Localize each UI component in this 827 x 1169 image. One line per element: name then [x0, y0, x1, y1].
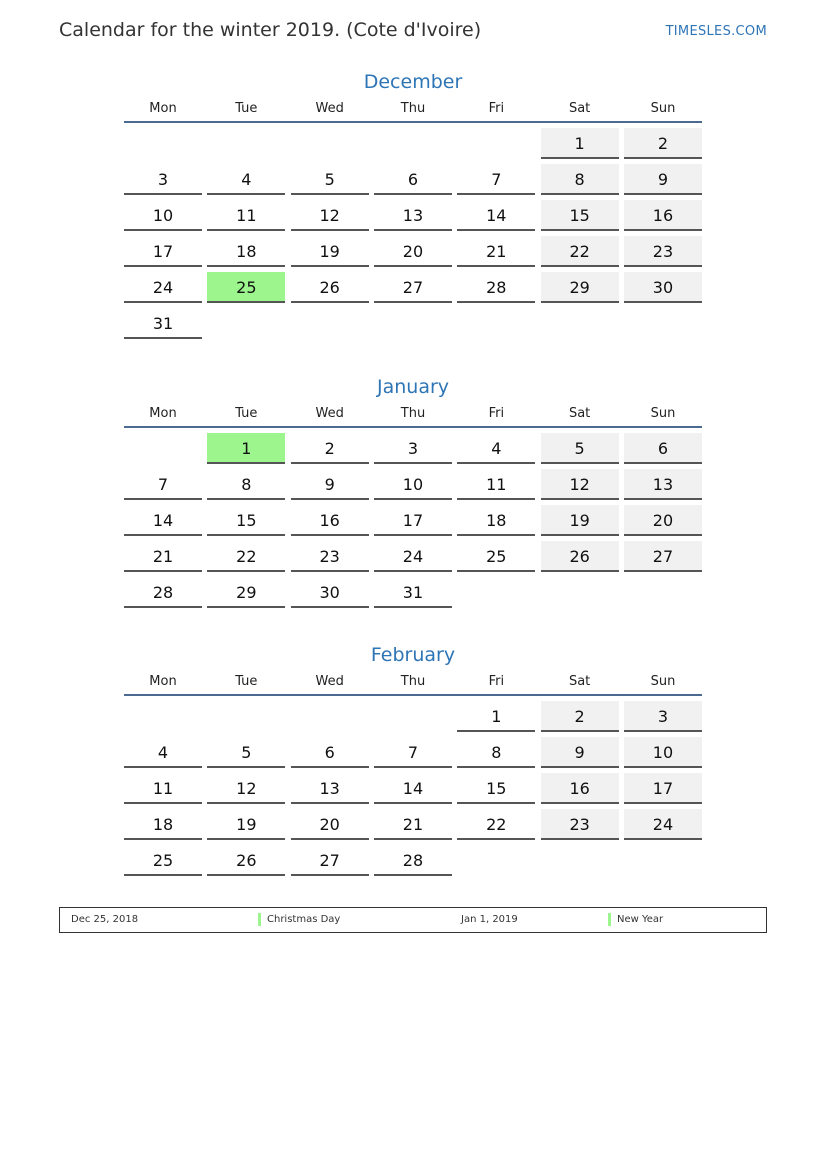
- day-cell: 22: [207, 541, 285, 572]
- day-cell: 31: [374, 577, 452, 608]
- day-cell: 3: [624, 701, 702, 732]
- legend-date: Dec 25, 2018: [71, 914, 139, 925]
- day-cell: 2: [624, 128, 702, 159]
- day-cell: 2: [541, 701, 619, 732]
- day-cell: 29: [207, 577, 285, 608]
- day-cell: 3: [124, 164, 202, 195]
- day-cell: 30: [624, 272, 702, 303]
- weekday-label: Sun: [650, 101, 676, 116]
- day-cell: 31: [124, 308, 202, 339]
- day-cell: 5: [291, 164, 369, 195]
- day-grid: [124, 701, 702, 881]
- day-cell: 4: [207, 164, 285, 195]
- weekday-header: [124, 99, 702, 123]
- day-cell: 20: [291, 809, 369, 840]
- day-cell: 27: [374, 272, 452, 303]
- day-cell: 24: [374, 541, 452, 572]
- day-cell: 29: [541, 272, 619, 303]
- day-cell: 7: [124, 469, 202, 500]
- day-cell: 14: [457, 200, 535, 231]
- day-cell: 16: [541, 773, 619, 804]
- day-cell: 24: [624, 809, 702, 840]
- month-block: [124, 69, 702, 344]
- brand-link[interactable]: TIMESLES.COM: [665, 24, 767, 39]
- weekday-label: Fri: [488, 674, 505, 689]
- day-cell: 18: [457, 505, 535, 536]
- legend-color-swatch: [258, 913, 261, 926]
- day-cell: 28: [374, 845, 452, 876]
- day-cell: 14: [374, 773, 452, 804]
- weekday-label: Tue: [235, 406, 258, 421]
- weekday-label: Thu: [400, 406, 426, 421]
- day-cell: 21: [457, 236, 535, 267]
- day-cell: 26: [291, 272, 369, 303]
- day-cell: 17: [374, 505, 452, 536]
- day-cell: 20: [624, 505, 702, 536]
- weekday-label: Mon: [149, 406, 177, 421]
- day-cell: 30: [291, 577, 369, 608]
- day-cell: 17: [124, 236, 202, 267]
- day-cell: 24: [124, 272, 202, 303]
- day-cell: 12: [291, 200, 369, 231]
- day-cell: 16: [624, 200, 702, 231]
- weekday-header: [124, 672, 702, 696]
- month-block: [124, 642, 702, 881]
- day-cell: 12: [207, 773, 285, 804]
- day-cell: 10: [374, 469, 452, 500]
- day-cell: 17: [624, 773, 702, 804]
- day-cell: 7: [374, 737, 452, 768]
- day-cell: 28: [457, 272, 535, 303]
- page-title: Calendar for the winter 2019. (Cote d'Ivoire): [59, 19, 482, 41]
- weekday-label: Mon: [149, 674, 177, 689]
- day-cell: 22: [457, 809, 535, 840]
- day-cell: 9: [541, 737, 619, 768]
- weekday-label: Tue: [235, 674, 258, 689]
- day-cell: 18: [124, 809, 202, 840]
- day-cell: 19: [207, 809, 285, 840]
- weekday-label: Thu: [400, 101, 426, 116]
- weekday-label: Mon: [149, 101, 177, 116]
- weekday-label: Fri: [488, 406, 505, 421]
- holiday-legend: [59, 907, 767, 933]
- day-cell: 15: [457, 773, 535, 804]
- weekday-label: Wed: [315, 101, 344, 116]
- day-cell: 23: [291, 541, 369, 572]
- day-cell: 27: [624, 541, 702, 572]
- day-cell: 11: [207, 200, 285, 231]
- day-cell: 18: [207, 236, 285, 267]
- day-cell: 22: [541, 236, 619, 267]
- day-cell: 20: [374, 236, 452, 267]
- day-cell: 8: [207, 469, 285, 500]
- day-cell: 12: [541, 469, 619, 500]
- day-cell: 11: [457, 469, 535, 500]
- day-cell: 21: [124, 541, 202, 572]
- day-cell: 15: [541, 200, 619, 231]
- day-cell: 21: [374, 809, 452, 840]
- weekday-label: Sat: [568, 674, 591, 689]
- day-cell: 10: [124, 200, 202, 231]
- day-cell: 4: [124, 737, 202, 768]
- day-cell: 15: [207, 505, 285, 536]
- legend-color-swatch: [608, 913, 611, 926]
- day-cell: 10: [624, 737, 702, 768]
- day-cell: 25: [457, 541, 535, 572]
- day-cell: 25: [124, 845, 202, 876]
- day-cell: 16: [291, 505, 369, 536]
- day-cell: 9: [291, 469, 369, 500]
- day-cell: 19: [541, 505, 619, 536]
- day-cell: 1: [541, 128, 619, 159]
- day-cell: 26: [541, 541, 619, 572]
- weekday-label: Sun: [650, 674, 676, 689]
- weekday-label: Fri: [488, 101, 505, 116]
- day-cell: 9: [624, 164, 702, 195]
- day-cell: 8: [457, 737, 535, 768]
- day-cell: 26: [207, 845, 285, 876]
- weekday-label: Wed: [315, 406, 344, 421]
- day-cell: 3: [374, 433, 452, 464]
- weekday-label: Thu: [400, 674, 426, 689]
- legend-holiday-name: Christmas Day: [267, 914, 341, 925]
- day-cell: 7: [457, 164, 535, 195]
- day-cell: 14: [124, 505, 202, 536]
- day-grid: [124, 128, 702, 344]
- day-cell: 23: [624, 236, 702, 267]
- day-cell: 5: [541, 433, 619, 464]
- day-cell: 5: [207, 737, 285, 768]
- day-cell: 13: [374, 200, 452, 231]
- weekday-label: Sat: [568, 406, 591, 421]
- weekday-label: Tue: [235, 101, 258, 116]
- day-cell: 23: [541, 809, 619, 840]
- day-cell: 25: [207, 272, 285, 303]
- month-name: February: [370, 644, 456, 666]
- day-cell: 27: [291, 845, 369, 876]
- month-name: December: [363, 71, 463, 93]
- weekday-label: Sat: [568, 101, 591, 116]
- weekday-header: [124, 404, 702, 428]
- day-cell: 13: [624, 469, 702, 500]
- day-cell: 6: [624, 433, 702, 464]
- month-block: [124, 374, 702, 613]
- day-cell: 19: [291, 236, 369, 267]
- day-cell: 13: [291, 773, 369, 804]
- day-cell: 6: [291, 737, 369, 768]
- legend-holiday-name: New Year: [617, 914, 664, 925]
- day-cell: 2: [291, 433, 369, 464]
- weekday-label: Sun: [650, 406, 676, 421]
- day-cell: 4: [457, 433, 535, 464]
- day-cell: 1: [457, 701, 535, 732]
- day-cell: 1: [207, 433, 285, 464]
- day-cell: 6: [374, 164, 452, 195]
- legend-date: Jan 1, 2019: [461, 914, 518, 925]
- day-cell: 11: [124, 773, 202, 804]
- weekday-label: Wed: [315, 674, 344, 689]
- day-cell: 8: [541, 164, 619, 195]
- month-name: January: [376, 376, 450, 398]
- day-grid: [124, 433, 702, 613]
- day-cell: 28: [124, 577, 202, 608]
